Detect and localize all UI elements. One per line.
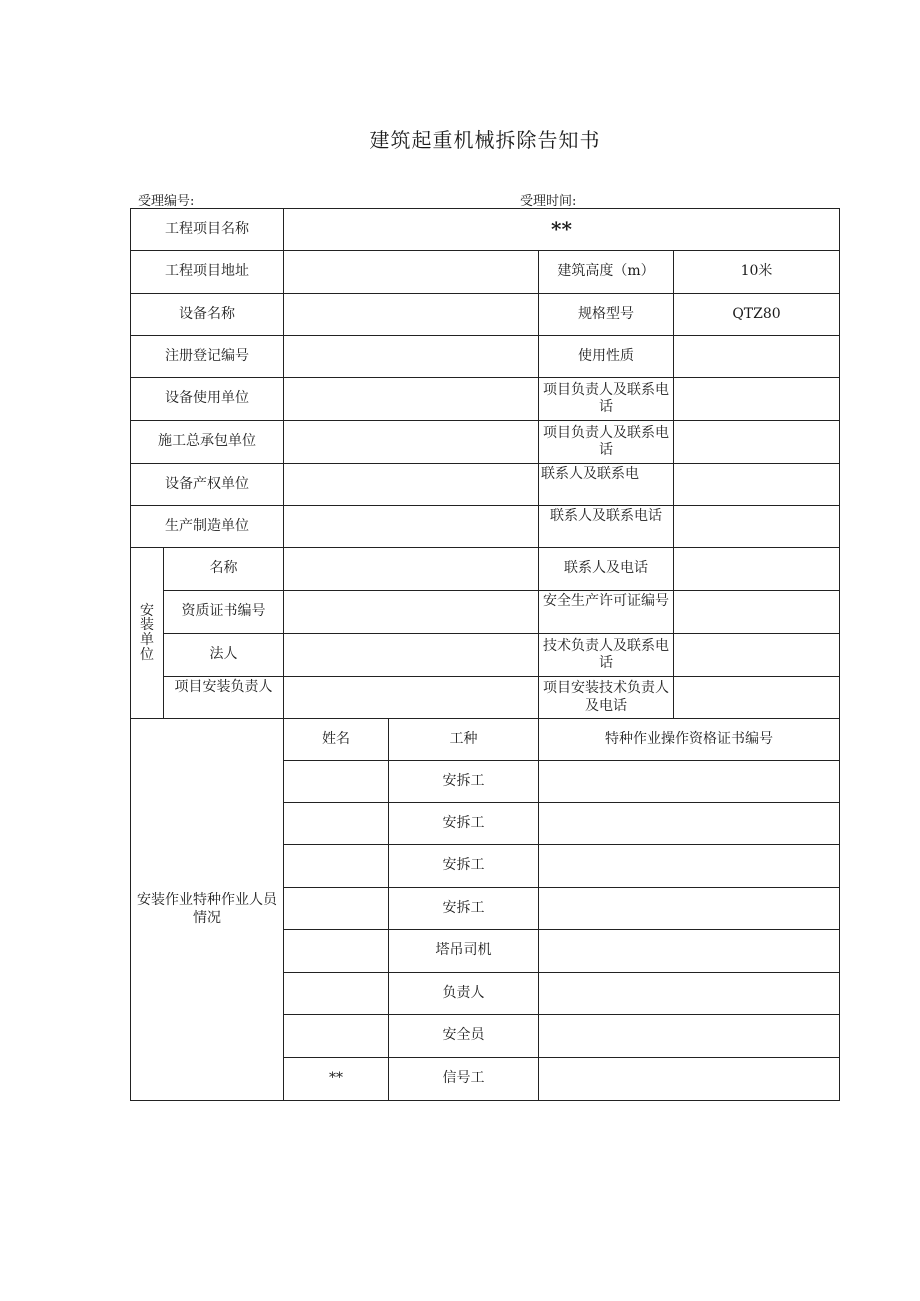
- worker-type-cell: 安拆工: [388, 887, 539, 930]
- worker-cert-cell[interactable]: [538, 887, 840, 930]
- worker-name-cell[interactable]: **: [283, 1057, 389, 1101]
- contractor-contact-label: 项目负责人及联系电话: [538, 420, 674, 464]
- worker-name-cell[interactable]: [283, 929, 389, 973]
- worker-cert-cell[interactable]: [538, 844, 840, 888]
- notice-form-table: [130, 208, 840, 1101]
- worker-name-cell[interactable]: [283, 844, 389, 888]
- install-manager-value[interactable]: [283, 676, 539, 719]
- worker-cert-cell[interactable]: [538, 1014, 840, 1058]
- worker-cert-cell[interactable]: [538, 972, 840, 1015]
- worker-type-cell: 安拆工: [388, 844, 539, 888]
- owner-unit-label: 设备产权单位: [130, 463, 284, 506]
- manufacturer-contact-label: 联系人及联系电话: [538, 505, 674, 548]
- install-name-label: 名称: [163, 547, 284, 591]
- workers-header-name: 姓名: [283, 718, 389, 761]
- project-address-value[interactable]: [283, 250, 539, 294]
- install-unit-side-label: 安装单位: [130, 547, 164, 719]
- equipment-name-value[interactable]: [283, 293, 539, 336]
- worker-name-cell[interactable]: [283, 802, 389, 845]
- user-unit-value[interactable]: [283, 377, 539, 421]
- equipment-name-label: 设备名称: [130, 293, 284, 336]
- tech-contact-label: 技术负责人及联系电话: [538, 633, 674, 677]
- worker-name-cell[interactable]: [283, 760, 389, 803]
- accept-time-label: 受理时间:: [520, 194, 577, 209]
- safety-license-value[interactable]: [673, 590, 840, 634]
- document-title: 建筑起重机械拆除告知书: [369, 128, 601, 152]
- building-height-label: 建筑高度（m）: [538, 250, 674, 294]
- workers-header-type: 工种: [388, 718, 539, 761]
- registration-number-value[interactable]: [283, 335, 539, 378]
- owner-contact-label: 联系人及联系电: [538, 463, 674, 506]
- model-label: 规格型号: [538, 293, 674, 336]
- usage-type-label: 使用性质: [538, 335, 674, 378]
- registration-number-label: 注册登记编号: [130, 335, 284, 378]
- safety-license-label: 安全生产许可证编号: [538, 590, 674, 634]
- legal-person-value[interactable]: [283, 633, 539, 677]
- worker-type-cell: 安拆工: [388, 802, 539, 845]
- manufacturer-value[interactable]: [283, 505, 539, 548]
- project-address-label: 工程项目地址: [130, 250, 284, 294]
- model-value[interactable]: QTZ80: [673, 293, 840, 336]
- worker-type-cell: 安拆工: [388, 760, 539, 803]
- legal-person-label: 法人: [163, 633, 284, 677]
- project-name-value[interactable]: **: [283, 208, 840, 251]
- install-cert-label: 资质证书编号: [163, 590, 284, 634]
- worker-type-cell: 负责人: [388, 972, 539, 1015]
- install-manager-label: 项目安装负责人: [163, 676, 284, 719]
- tech-manager-value[interactable]: [673, 676, 840, 719]
- project-name-label: 工程项目名称: [130, 208, 284, 251]
- worker-cert-cell[interactable]: [538, 929, 840, 973]
- accept-number-label: 受理编号:: [138, 194, 195, 209]
- worker-cert-cell[interactable]: [538, 1057, 840, 1101]
- building-height-value[interactable]: 10米: [673, 250, 840, 294]
- owner-unit-value[interactable]: [283, 463, 539, 506]
- owner-contact-value[interactable]: [673, 463, 840, 506]
- worker-type-cell: 塔吊司机: [388, 929, 539, 973]
- manufacturer-label: 生产制造单位: [130, 505, 284, 548]
- worker-type-cell: 安全员: [388, 1014, 539, 1058]
- install-cert-value[interactable]: [283, 590, 539, 634]
- worker-name-cell[interactable]: [283, 887, 389, 930]
- manufacturer-contact-value[interactable]: [673, 505, 840, 548]
- tech-contact-value[interactable]: [673, 633, 840, 677]
- contractor-contact-value[interactable]: [673, 420, 840, 464]
- tech-manager-label: 项目安装技术负责人及电话: [538, 676, 674, 719]
- worker-type-cell: 信号工: [388, 1057, 539, 1101]
- install-contact-value[interactable]: [673, 547, 840, 591]
- install-contact-label: 联系人及电话: [538, 547, 674, 591]
- install-name-value[interactable]: [283, 547, 539, 591]
- user-unit-contact-label: 项目负责人及联系电话: [538, 377, 674, 421]
- usage-type-value[interactable]: [673, 335, 840, 378]
- workers-section-label: 安装作业特种作业人员情况: [130, 718, 284, 1101]
- contractor-value[interactable]: [283, 420, 539, 464]
- contractor-label: 施工总承包单位: [130, 420, 284, 464]
- user-unit-label: 设备使用单位: [130, 377, 284, 421]
- worker-cert-cell[interactable]: [538, 802, 840, 845]
- worker-name-cell[interactable]: [283, 1014, 389, 1058]
- worker-name-cell[interactable]: [283, 972, 389, 1015]
- workers-header-cert: 特种作业操作资格证书编号: [538, 718, 840, 761]
- user-unit-contact-value[interactable]: [673, 377, 840, 421]
- worker-cert-cell[interactable]: [538, 760, 840, 803]
